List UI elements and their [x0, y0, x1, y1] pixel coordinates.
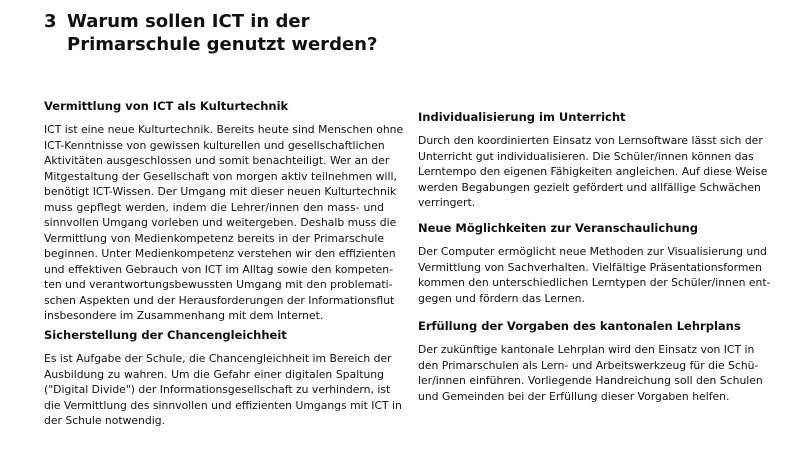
section-heading-lehrplan: Erfüllung der Vorgaben des kantonalen Lehrplans — [418, 319, 741, 333]
text-line: Vermittlung von Medienkompetenz bereits in der Primarschule — [44, 231, 384, 245]
text-line: gegen und fördern das Lernen. — [418, 291, 585, 305]
section-body-veranschaulichung — [418, 244, 771, 306]
text-line: schen Aspekten und der Herausforderungen der Informationsflut — [44, 293, 395, 307]
text-line: die Vermittlung des sinnvollen und effizienten Umgangs mit ICT in — [44, 398, 402, 412]
section-body-lehrplan — [418, 342, 763, 404]
text-line: ler/innen einführen. Vorliegende Handreichung soll den Schulen — [418, 374, 763, 387]
text-line: ICT ist eine neue Kulturtechnik. Bereits heute sind Menschen ohne — [44, 123, 404, 136]
text-line: ("Digital Divide") der Informationsgesellschaft zu verhindern, ist — [44, 383, 391, 396]
text-line: sinnvollen Umgang vorleben und weitergeben. Deshalb muss die — [44, 216, 397, 229]
text-line: den Primarschulen als Lern- und Arbeitswerkzeug für die Schü- — [418, 358, 759, 372]
text-line: Lerntempo den eigenen Fähigkeiten angleichen. Auf diese Weise — [418, 165, 768, 178]
text-line: Mitgestaltung der Gesellschaft von morgen aktiv teilnehmen will, — [44, 169, 397, 183]
chapter-heading — [44, 10, 444, 56]
text-line: insbesondere im Zusammenhang mit dem Internet. — [44, 309, 324, 322]
chapter-title — [67, 10, 444, 56]
text-line: der Schule notwendig. — [44, 414, 166, 427]
section-body-kulturtechnik — [44, 122, 404, 324]
text-line: ten und verantwortungsbewussten Umgang mit den problemati- — [44, 278, 393, 291]
chapter-title-line-1: Warum sollen ICT in der — [67, 11, 310, 32]
text-line: Durch den koordinierten Einsatz von Lernsoftware lässt sich der — [418, 134, 763, 147]
text-line: ICT-Kenntnisse von gewissen kulturellen und gesellschaftlichen — [44, 138, 385, 152]
text-line: und Gemeinden bei der Erfüllung dieser Vorgaben helfen. — [418, 389, 730, 403]
text-line: und effektiven Gebrauch von ICT im Alltag sowie den kompeten- — [44, 262, 393, 276]
text-line: Unterricht gut individualisieren. Die Schüler/innen können das — [418, 149, 754, 163]
text-line: Der zukünftige kantonale Lehrplan wird den Einsatz von ICT in — [418, 343, 755, 356]
text-line: kommen den unterschiedlichen Lerntypen der Schüler/innen ent- — [418, 276, 771, 289]
text-line: Aktivitäten ausgeschlossen und somit benachteiligt. Wer an der — [44, 154, 390, 167]
section-heading-chancengleichheit: Sicherstellung der Chancengleichheit — [44, 328, 287, 342]
text-line: werden Begabungen gezielt gefördert und allfällige Schwächen — [418, 180, 761, 194]
text-line: Vermittlung von Sachverhalten. Vielfältige Präsentationsformen — [418, 260, 762, 274]
text-line: Es ist Aufgabe der Schule, die Chancengleichheit im Bereich der — [44, 352, 392, 365]
text-line: muss gepflegt werden, indem die Lehrer/innen den mass- und — [44, 200, 384, 214]
section-body-chancengleichheit — [44, 351, 402, 429]
section-heading-individualisierung: Individualisierung im Unterricht — [418, 110, 626, 124]
text-line: beginnen. Unter Medienkompetenz verstehen wir den effizienten — [44, 247, 396, 260]
chapter-title-line-2: Primarschule genutzt werden? — [67, 34, 378, 55]
section-body-individualisierung — [418, 133, 768, 211]
section-heading-veranschaulichung: Neue Möglichkeiten zur Veranschaulichung — [418, 221, 698, 235]
chapter-number: 3 — [44, 11, 57, 32]
section-heading-kulturtechnik: Vermittlung von ICT als Kulturtechnik — [44, 99, 289, 113]
text-line: Der Computer ermöglicht neue Methoden zur Visualisierung und — [418, 245, 767, 258]
text-line: benötigt ICT-Wissen. Der Umgang mit dieser neuen Kulturtechnik — [44, 185, 397, 198]
text-line: verringert. — [418, 196, 476, 209]
text-line: Ausbildung zu wahren. Um die Gefahr einer digitalen Spaltung — [44, 367, 384, 381]
